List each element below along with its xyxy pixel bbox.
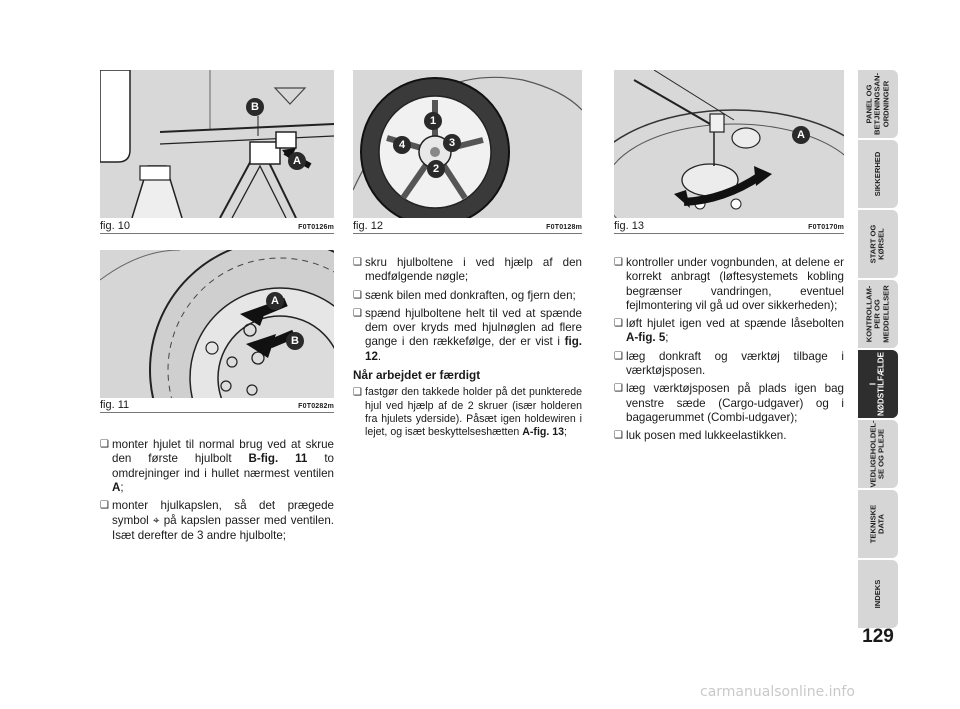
text: ; bbox=[564, 425, 567, 438]
figure-label: fig. 12 bbox=[353, 220, 383, 232]
figure-caption-11 bbox=[100, 398, 334, 413]
figure-code: F0T0282m bbox=[298, 403, 334, 410]
marker-a: A bbox=[792, 126, 810, 144]
figure-code: F0T0170m bbox=[808, 224, 844, 231]
figure-bolt-order-image bbox=[353, 70, 582, 218]
figure-code: F0T0126m bbox=[298, 224, 334, 231]
figure-caption-10 bbox=[100, 219, 334, 234]
text: to omdrejninger ind i hullet nærmest ventilen bbox=[112, 452, 334, 480]
tab-technical-data[interactable] bbox=[858, 490, 898, 558]
tab-label: PANEL OG BETJENINGSAN- ORDNINGER bbox=[864, 72, 891, 136]
valve-symbol-icon: ⌖ bbox=[152, 513, 160, 528]
jack-illustration bbox=[100, 70, 334, 218]
text: monter hjulkapslen, så det prægede symbol bbox=[112, 499, 334, 528]
marker-a: A bbox=[266, 292, 284, 310]
tab-label: KONTROLLAM- PER OG MEDDELELSER bbox=[864, 285, 891, 343]
tab-label: TEKNISKE DATA bbox=[868, 504, 886, 544]
text: løft hjulet igen ved at spænde låsebolten bbox=[626, 317, 844, 331]
figure-label: fig. 11 bbox=[100, 399, 130, 411]
bullet-close-bag: ❑ luk posen med lukkeelastikken. bbox=[614, 429, 844, 443]
tab-label: VEDLIGEHOLDEL- SE OG PLEJE bbox=[868, 420, 886, 488]
section-heading: Når arbejdet er færdigt bbox=[353, 368, 481, 383]
bullet-store-tools: ❑ læg donkraft og værktøj tilbage i værktøjsposen. bbox=[614, 350, 844, 379]
bolt-order-illustration bbox=[353, 70, 582, 218]
figure-code: F0T0128m bbox=[546, 224, 582, 231]
figure-label: fig. 13 bbox=[614, 220, 644, 232]
text: ; bbox=[665, 331, 669, 345]
tab-label: START OG KØRSEL bbox=[868, 224, 886, 264]
tab-label: SIKKERHED bbox=[872, 151, 882, 197]
ref: A-fig. 5 bbox=[626, 331, 666, 345]
text: monter hjulet til normal brug ved at skrue den første hjulbolt bbox=[112, 438, 334, 466]
bullet-mount-hubcap bbox=[100, 499, 334, 543]
figure-label: fig. 10 bbox=[100, 220, 130, 232]
bullet-fasten-holder bbox=[353, 386, 582, 439]
text: ; bbox=[120, 480, 124, 494]
wheel-valve-illustration bbox=[100, 250, 334, 398]
text: fastgør den takkede holder på det punkterede hjul ved hjælp af de 2 skruer (især holderen fra hjulets yderside). Påsæt igen holdewiren i lejet, og isæt beskyttelseshætten bbox=[365, 386, 582, 438]
figure-caption-13 bbox=[614, 219, 844, 234]
text-column-3 bbox=[614, 256, 844, 448]
bullet-place-bag: ❑ læg værktøjsposen på plads igen bag venstre sæde (Cargo-udgaver) og i bagagerummet (Combi-udgaver); bbox=[614, 382, 844, 425]
marker-b: B bbox=[246, 98, 264, 116]
text: på kapslen passer med ventilen. Isæt derefter de 3 andre hjulbolte; bbox=[112, 514, 334, 542]
tab-warning-lights[interactable] bbox=[858, 280, 898, 348]
figure-spare-wheel-image bbox=[614, 70, 844, 218]
ref: fig. 12 bbox=[365, 335, 582, 363]
marker-4: 4 bbox=[393, 136, 411, 154]
marker-1: 1 bbox=[424, 112, 442, 130]
page-number: 129 bbox=[862, 626, 894, 647]
bullet-check-underbody: ❑ kontroller under vognbunden, at delene er korrekt anbragt (løftesystemets kobling begrænser vandringen, eventuel fejlmontering vil gå ud over sikkerheden); bbox=[614, 256, 844, 313]
bullet-lift-wheel bbox=[614, 317, 844, 346]
tab-label: I NØDSTILFÆLDE bbox=[868, 352, 886, 416]
marker-a: A bbox=[288, 152, 306, 170]
tab-panel-controls[interactable] bbox=[858, 70, 898, 138]
figure-jack-image bbox=[100, 70, 334, 218]
bullet-mount-wheel bbox=[100, 438, 334, 495]
figure-wheel-valve-image bbox=[100, 250, 334, 398]
tab-starting-driving[interactable] bbox=[858, 210, 898, 278]
tab-maintenance[interactable] bbox=[858, 420, 898, 488]
text: spænd hjulboltene helt til ved at spænde dem over kryds med hjulnøglen ad flere gange i den rækkefølge, der er vist i bbox=[365, 306, 582, 349]
ref: A-fig. 13 bbox=[522, 425, 565, 438]
bullet-lower-car: ❑ sænk bilen med donkraften, og fjern den; bbox=[353, 289, 582, 303]
tab-index[interactable] bbox=[858, 560, 898, 628]
marker-b: B bbox=[286, 332, 304, 350]
ref: B-fig. 11 bbox=[248, 452, 308, 466]
tab-emergency[interactable] bbox=[858, 350, 898, 418]
bullet-tighten-bolts bbox=[353, 307, 582, 364]
text-column-2 bbox=[353, 256, 582, 443]
tab-safety[interactable] bbox=[858, 140, 898, 208]
figure-caption-12 bbox=[353, 219, 582, 234]
ref: A bbox=[112, 480, 121, 494]
text: . bbox=[377, 349, 382, 363]
marker-3: 3 bbox=[443, 134, 461, 152]
watermark: carmanualsonline.info bbox=[700, 684, 855, 700]
marker-2: 2 bbox=[427, 160, 445, 178]
bullet-screw-bolts: ❑ skru hjulboltene i ved hjælp af den medfølgende nøgle; bbox=[353, 256, 582, 285]
spare-wheel-illustration bbox=[614, 70, 844, 218]
tab-label: INDEKS bbox=[872, 579, 882, 609]
text-column-1 bbox=[100, 438, 334, 547]
